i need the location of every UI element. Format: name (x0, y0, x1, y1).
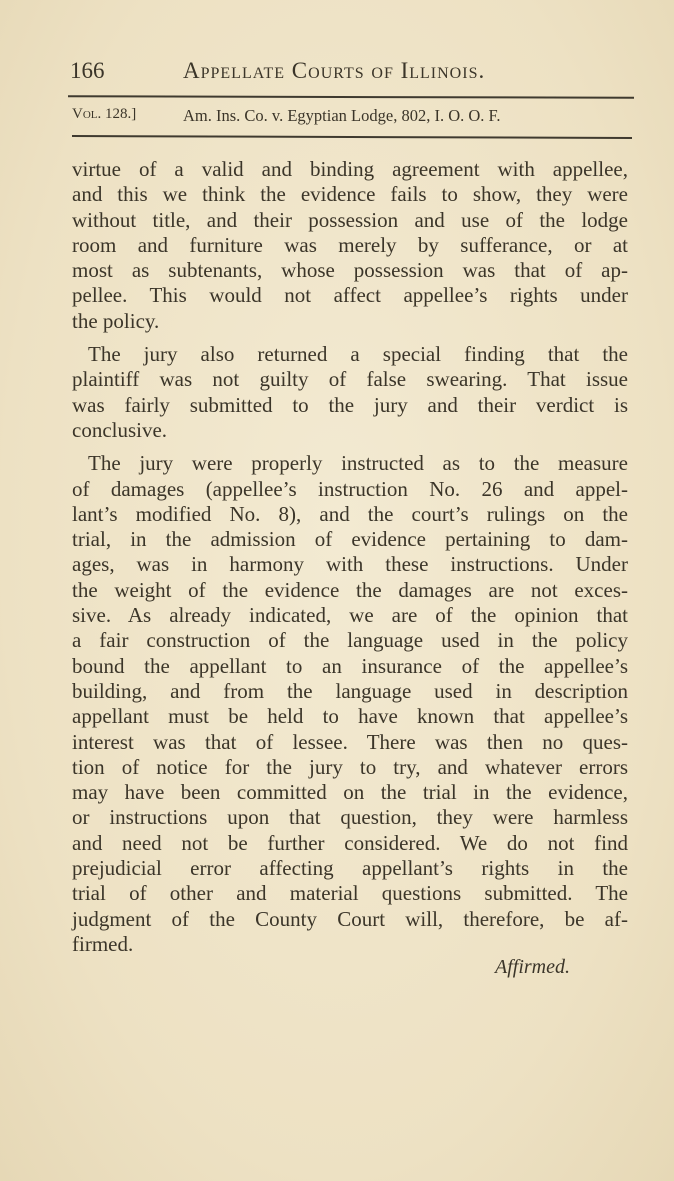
text-line: room and furniture was merely by sufferance, or at (72, 232, 628, 257)
page-number: 166 (70, 58, 105, 83)
text-line: most as subtenants, whose possession was that of ap- (72, 258, 628, 283)
text-line: may have been committed on the trial in the evidence, (72, 780, 628, 805)
text-line: conclusive. (72, 417, 168, 442)
text-line: the policy. (72, 308, 160, 333)
text-line: The jury were properly instructed as to the measure (88, 451, 628, 476)
text-line: firmed. (72, 931, 134, 956)
text-line: of damages (appellee’s instruction No. 26 and appel- (72, 476, 628, 501)
case-title: Am. Ins. Co. v. Egyptian Lodge, 802, I. O. O. F. (183, 106, 501, 125)
text-line: plaintiff was not guilty of false swearing. That issue (72, 367, 628, 392)
text-line: interest was that of lessee. There was then no ques- (72, 729, 628, 754)
text-line: or instructions upon that question, they were harmless (72, 805, 628, 830)
text-line: prejudicial error affecting appellant’s rights in the (72, 856, 628, 881)
text-line: and this we think the evidence fails to show, they were (72, 182, 628, 207)
header-rule-bottom (72, 135, 632, 138)
text-line: a fair construction of the language used in the policy (72, 628, 628, 653)
text-line: tion of notice for the jury to try, and whatever errors (72, 754, 628, 779)
text-line: virtue of a valid and binding agreement with appellee, (72, 157, 628, 181)
text-line: ages, was in harmony with these instructions. Under (72, 552, 628, 577)
text-line: without title, and their possession and use of the lodge (72, 207, 628, 232)
body-text (72, 157, 628, 965)
header-rule-top (68, 95, 634, 98)
text-line: and need not be further considered. We do not find (72, 830, 628, 855)
text-line: appellant must be held to have known that appellee’s (72, 704, 628, 729)
text-line: trial, in the admission of evidence pertaining to dam- (72, 527, 628, 552)
paragraph (72, 451, 628, 957)
text-line: lant’s modified No. 8), and the court’s rulings on the (72, 501, 628, 526)
text-line: judgment of the County Court will, therefore, be af- (72, 906, 628, 931)
text-line: sive. As already indicated, we are of the opinion that (72, 603, 628, 628)
running-title: Appellate Courts of Illinois. (183, 58, 486, 83)
text-line: pellee. This would not affect appellee’s rights under (72, 283, 628, 308)
closing-affirmed: Affirmed. (495, 956, 570, 978)
paragraph (72, 342, 628, 443)
text-line: trial of other and material questions submitted. The (72, 881, 628, 906)
text-line: The jury also returned a special finding that the (88, 342, 628, 367)
text-line: the weight of the evidence the damages are not exces- (72, 577, 628, 602)
volume-label: Vol. 128.] (72, 106, 137, 122)
text-line: building, and from the language used in description (72, 678, 628, 703)
text-line: bound the appellant to an insurance of the appellee’s (72, 653, 628, 678)
text-line: was fairly submitted to the jury and their verdict is (72, 392, 628, 417)
paragraph (72, 157, 628, 334)
